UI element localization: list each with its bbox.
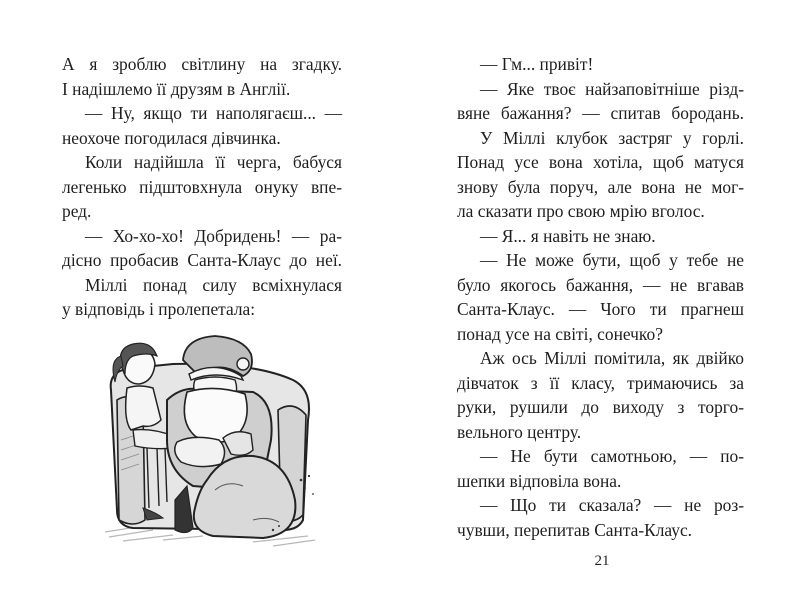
left-page-text (62, 52, 342, 322)
text-line: — Не може бути, щоб у тебе не (480, 250, 744, 270)
text-line: дісно пробасив Санта-Клаус до неї. (62, 250, 342, 270)
text-line: вельного центру. (457, 421, 582, 442)
text-line: Коли надійшла її черга, бабуся (85, 152, 342, 172)
text-line: ла сказати про свою мрію вголос. (457, 201, 705, 221)
text-line: у відповідь і пролепетала: (62, 299, 256, 319)
text-line: руки, рушили до виходу з торго- (457, 397, 744, 417)
text-line: — Не бути самотньою, — по- (480, 446, 744, 466)
text-line: — Яке твоє найзаповітніше різд- (480, 78, 744, 99)
text-line: — Ну, якщо ти наполягаєш... — (85, 103, 342, 123)
text-line: вяне бажання? — спитав бородань. (457, 103, 744, 123)
text-line: — Гм... привіт! (480, 54, 594, 74)
text-line: Аж ось Міллі помітила, як двійко (480, 348, 744, 368)
text-line: легенько підштовхнула онуку впе- (62, 176, 342, 197)
text-line: — Хо-хо-хо! Добридень! — ра- (85, 225, 342, 246)
text-line: У Міллі клубок застряг у горлі. (480, 127, 744, 148)
right-page-text (457, 52, 744, 542)
text-line: понад усе на світі, сонечко? (457, 323, 663, 344)
page-number: 21 (594, 553, 610, 569)
text-line: Міллі понад силу всміхнулася (85, 274, 342, 295)
text-line: Санта-Клаус. — Чого ти прагнеш (457, 299, 744, 319)
right-page (400, 0, 800, 616)
text-line: знову була поруч, але вона не мог- (457, 176, 744, 197)
text-line: І надішлемо її друзям в Англії. (62, 78, 291, 99)
text-line: чувши, перепитав Санта-Клаус. (457, 519, 693, 540)
text-line: дівчаток з її класу, тримаючись за (457, 372, 744, 393)
text-line: було якогось бажання, — не вгавав (457, 274, 744, 295)
text-line: А я зроблю світлину на згадку. (62, 54, 342, 74)
text-line: шепки відповіла вона. (457, 470, 622, 491)
text-line: ред. (62, 201, 92, 221)
text-line: неохоче погодилася дівчинка. (62, 127, 281, 148)
text-line: — Що ти сказала? — не роз- (480, 495, 744, 515)
text-line: — Я... я навіть не знаю. (480, 225, 656, 246)
text-line: Понад усе вона хотіла, щоб матуся (457, 152, 744, 172)
santa-and-girl-illustration (103, 330, 328, 550)
